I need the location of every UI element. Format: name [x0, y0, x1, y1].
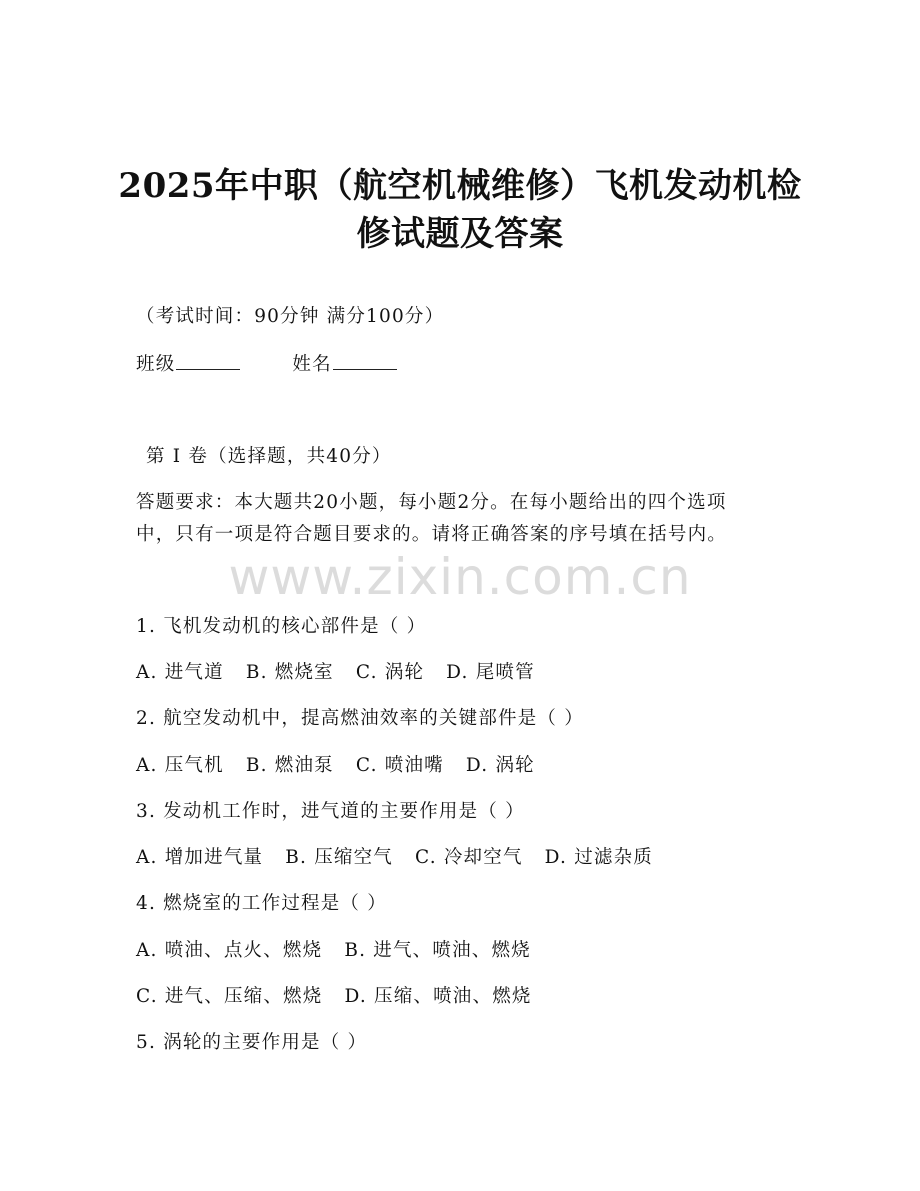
- question-3-options: [136, 843, 675, 869]
- question-1-options: [136, 658, 557, 684]
- watermark-text: www.zixin.com.cn: [228, 548, 692, 606]
- question-4-option-c: C. 进气、压缩、燃烧: [136, 986, 323, 1007]
- question-1-option-d: D. 尾喷管: [446, 662, 535, 683]
- question-3-option-d: D. 过滤杂质: [544, 847, 654, 868]
- instructions-line-1: 答题要求：本大题共20小题，每小题2分。在每小题给出的四个选项: [136, 492, 727, 513]
- question-2-option-d: D. 涡轮: [465, 755, 535, 776]
- document-title-line-2: 修试题及答案: [356, 214, 564, 254]
- question-4-option-b: B. 进气、喷油、燃烧: [344, 940, 531, 961]
- question-2-option-c: C. 喷油嘴: [355, 755, 444, 776]
- question-1-option-c: C. 涡轮: [355, 662, 425, 683]
- question-1-option-a: A. 进气道: [136, 662, 224, 683]
- exam-info: （考试时间：90分钟 满分100分）: [136, 306, 445, 327]
- question-2-option-a: A. 压气机: [136, 755, 224, 776]
- question-4-stem: 4. 燃烧室的工作过程是（ ）: [136, 893, 387, 914]
- question-4-options-row-2: [136, 982, 554, 1008]
- student-info-row: [136, 350, 397, 376]
- instructions-line-2: 中，只有一项是符合题目要求的。请将正确答案的序号填在括号内。: [136, 524, 728, 545]
- question-3-option-a: A. 增加进气量: [136, 847, 264, 868]
- question-2-options: [136, 751, 557, 777]
- question-1-option-b: B. 燃烧室: [245, 662, 334, 683]
- question-2-option-b: B. 燃油泵: [245, 755, 334, 776]
- question-3-stem: 3. 发动机工作时，进气道的主要作用是（ ）: [136, 801, 525, 822]
- section-title: 第 I 卷（选择题，共40分）: [146, 446, 392, 467]
- question-4-option-a: A. 喷油、点火、燃烧: [136, 940, 323, 961]
- question-2-stem: 2. 航空发动机中，提高燃油效率的关键部件是（ ）: [136, 708, 584, 729]
- question-4-option-d: D. 压缩、喷油、燃烧: [344, 986, 532, 1007]
- question-3-option-c: C. 冷却空气: [415, 847, 523, 868]
- document-title-line-1: 2025年中职（航空机械维修）飞机发动机检: [118, 166, 802, 206]
- class-blank[interactable]: [176, 355, 240, 370]
- question-1-stem: 1. 飞机发动机的核心部件是（ ）: [136, 616, 427, 637]
- class-label: 班级: [136, 354, 176, 375]
- name-blank[interactable]: [333, 355, 397, 370]
- question-4-options-row-1: [136, 936, 553, 962]
- question-5-stem: 5. 涡轮的主要作用是（ ）: [136, 1032, 368, 1053]
- question-3-option-b: B. 压缩空气: [285, 847, 393, 868]
- name-label: 姓名: [292, 354, 332, 375]
